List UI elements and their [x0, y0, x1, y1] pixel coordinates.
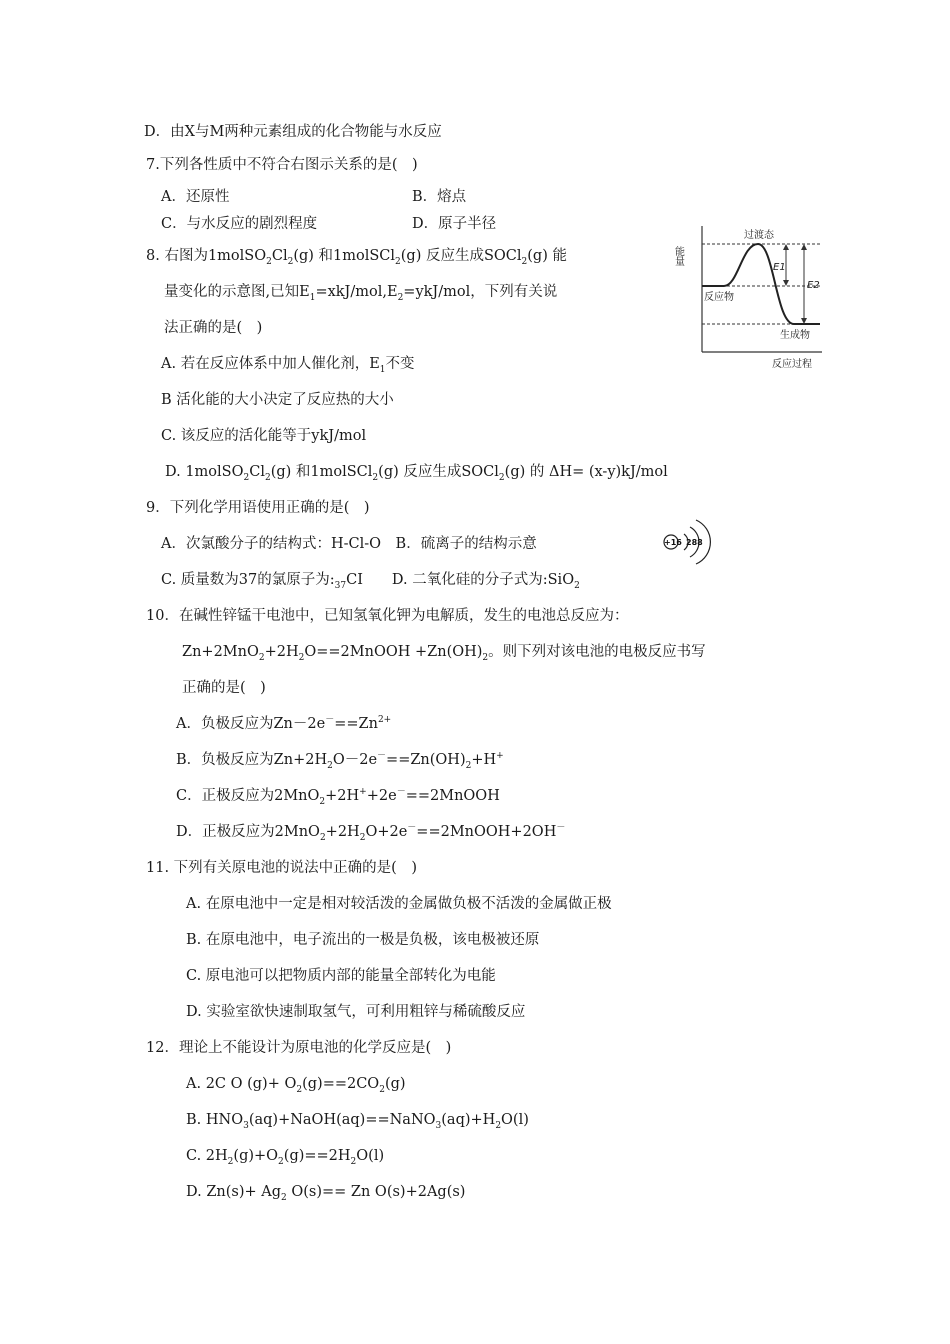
text-run: 正确的是( ): [182, 680, 266, 696]
text-run: (g) 能: [527, 248, 567, 264]
q10-stem-line1: [146, 606, 628, 626]
e1-arrow-head-bottom: [783, 280, 789, 286]
subscript: 2: [319, 796, 326, 807]
subscript: 2: [379, 1084, 385, 1095]
shell-electrons: 288: [686, 538, 703, 547]
nucleus-label: +16: [664, 538, 682, 547]
q12-option-a: [186, 1074, 406, 1094]
subscript: 2: [395, 256, 401, 267]
text-run: ==2MnOOH: [405, 788, 500, 804]
x-axis-label: 反应过程: [772, 359, 812, 370]
text-run: O－2e: [332, 752, 378, 768]
q8-option-c: [161, 426, 366, 446]
text-run: 8. 右图为1molSO: [146, 248, 267, 264]
subscript: 2: [298, 652, 305, 663]
q10-option-c: [176, 786, 500, 806]
text-run: O(l): [501, 1112, 529, 1128]
text-run: B．负极反应为Zn+2H: [176, 752, 328, 768]
e2-label: E2: [807, 280, 820, 291]
q10-option-b: [176, 750, 504, 770]
subscript: 2: [266, 256, 272, 267]
text-run: 11. 下列有关原电池的说法中正确的是( ): [146, 860, 417, 876]
text-run: 10．在碱性锌锰干电池中，已知氢氧化钾为电解质，发生的电池总反应为：: [146, 608, 629, 624]
q7-option-a: [161, 187, 229, 207]
subscript: 1: [379, 364, 386, 375]
q7-option-d: [412, 214, 496, 234]
text-run: (g) 和1molSCl: [293, 248, 396, 264]
subscript: 2: [350, 1156, 357, 1167]
text-run: A. 在原电池中一定是相对较活泼的金属做负极不活泼的金属做正极: [186, 896, 612, 912]
text-run: (aq)+H: [441, 1112, 496, 1128]
subscript: 2: [281, 1192, 287, 1203]
subscript: 2: [482, 652, 489, 663]
energy-curve: [702, 244, 820, 324]
subscript: 2: [319, 832, 326, 843]
superscript: －: [556, 823, 566, 834]
text-run: A．负极反应为Zn－2e: [176, 716, 326, 732]
subscript: 2: [372, 472, 379, 483]
q9-option-ab: [161, 534, 537, 554]
subscript: 2: [243, 472, 250, 483]
text-run: D．由X与M两种元素组成的化合物能与水反应: [144, 124, 442, 140]
subscript: 2: [258, 652, 265, 663]
q8-stem-line2: [164, 282, 557, 302]
text-run: (g)+O: [233, 1148, 279, 1164]
subscript: 37: [334, 580, 347, 591]
reactant-label: 反应物: [704, 292, 734, 303]
y-axis-label: 能量: [672, 246, 684, 266]
subscript: 2: [327, 760, 333, 771]
text-run: ==Zn(OH): [386, 752, 466, 768]
text-run: A．还原性: [161, 189, 230, 205]
text-run: Cl: [249, 464, 265, 480]
subscript: 2: [264, 472, 271, 483]
q12-stem: [146, 1038, 451, 1058]
text-run: 不变: [385, 356, 415, 372]
text-run: 法正确的是( ): [164, 320, 263, 336]
text-run: ==2MnOOH+2OH: [416, 824, 557, 840]
q8-stem-line1: [146, 246, 567, 266]
text-run: D. 实验室欲快速制取氢气，可利用粗锌与稀硫酸反应: [186, 1004, 526, 1020]
text-run: =ykJ/mol，下列有关说: [403, 284, 558, 300]
q11-stem: [146, 858, 417, 878]
subscript: 2: [397, 292, 404, 303]
text-run: D．正极反应为2MnO: [176, 824, 320, 840]
text-run: ==Zn: [334, 716, 378, 732]
text-run: (g) 反应生成SOCl: [378, 464, 499, 480]
subscript: 2: [498, 472, 505, 483]
text-run: +2H: [264, 644, 299, 660]
text-run: A．次氯酸分子的结构式：H-Cl-O B．硫离子的结构示意: [161, 536, 537, 552]
superscript: 2+: [377, 715, 392, 726]
subscript: 2: [278, 1156, 284, 1167]
q10-option-d: [176, 822, 565, 842]
text-run: C. 该反应的活化能等于ykJ/mol: [161, 428, 367, 444]
q10-option-a: [176, 714, 391, 734]
e1-label: E1: [773, 262, 786, 273]
text-run: (g)==2H: [283, 1148, 351, 1164]
text-run: C. 质量数为37的氯原子为:: [161, 572, 335, 588]
text-run: Zn+2MnO: [182, 644, 259, 660]
subscript: 3: [243, 1120, 249, 1131]
product-label: 生成物: [780, 330, 810, 341]
q8-option-b: [161, 390, 394, 410]
text-run: A. 2C O (g)+ O: [186, 1076, 297, 1092]
text-run: C．与水反应的剧烈程度: [161, 216, 318, 232]
subscript: 2: [227, 1156, 234, 1167]
superscript: －: [396, 787, 406, 798]
q10-stem-line3: [182, 678, 266, 698]
superscript: +: [496, 751, 504, 762]
text-run: (aq)+NaOH(aq)==NaNO: [248, 1112, 436, 1128]
text-run: B．熔点: [412, 189, 467, 205]
q8-option-a: [161, 354, 415, 374]
subscript: 2: [287, 256, 294, 267]
q8-stem-line3: [164, 318, 262, 338]
q12-option-c: [186, 1146, 384, 1166]
superscript: －: [377, 751, 387, 762]
text-run: (g)==2CO: [302, 1076, 380, 1092]
q11-option-a: [186, 894, 612, 914]
text-run: +2e: [366, 788, 397, 804]
q12-option-d: [186, 1182, 465, 1202]
text-run: CI D. 二氧化硅的分子式为:SiO: [346, 572, 575, 588]
text-run: C．正极反应为2MnO: [176, 788, 320, 804]
text-run: B. 在原电池中，电子流出的一极是负极，该电极被还原: [186, 932, 540, 948]
subscript: 1: [309, 292, 316, 303]
text-run: 量变化的示意图,已知E: [164, 284, 310, 300]
q6-option-d: [144, 122, 442, 142]
text-run: +H: [471, 752, 497, 768]
text-run: O+2e: [365, 824, 408, 840]
text-run: B. HNO: [186, 1112, 244, 1128]
transition-state-label: 过渡态: [744, 230, 774, 241]
text-run: D. 1molSO: [165, 464, 244, 480]
q10-stem-line2: [182, 642, 706, 662]
subscript: 2: [521, 256, 528, 267]
q11-option-d: [186, 1002, 525, 1022]
subscript: 2: [495, 1120, 502, 1131]
q7-option-c: [161, 214, 317, 234]
q7-stem: [146, 155, 418, 175]
subscript: 2: [359, 832, 366, 843]
text-run: Cl: [271, 248, 288, 264]
e1-arrow-head-top: [783, 244, 789, 250]
text-run: 9．下列化学用语使用正确的是( ): [146, 500, 370, 516]
text-run: 。则下列对该电池的电极反应书写: [488, 644, 706, 660]
text-run: D．原子半径: [412, 216, 497, 232]
q7-option-b: [412, 187, 466, 207]
text-run: +2H: [325, 824, 360, 840]
text-run: C. 2H: [186, 1148, 228, 1164]
subscript: 2: [465, 760, 472, 771]
superscript: －: [325, 715, 335, 726]
text-run: O(s)== Zn O(s)+2Ag(s): [286, 1184, 466, 1200]
superscript: －: [407, 823, 417, 834]
q12-option-b: [186, 1110, 529, 1130]
text-run: B 活化能的大小决定了反应热的大小: [161, 392, 394, 408]
text-run: C. 原电池可以把物质内部的能量全部转化为电能: [186, 968, 496, 984]
text-run: (g) 和1molSCl: [270, 464, 373, 480]
superscript: +: [359, 787, 367, 798]
text-run: =xkJ/mol,E: [315, 284, 398, 300]
q11-option-b: [186, 930, 539, 950]
subscript: 2: [296, 1084, 303, 1095]
text-run: (g): [384, 1076, 406, 1092]
text-run: +2H: [325, 788, 360, 804]
text-run: O==2MnOOH +Zn(OH): [304, 644, 483, 660]
q9-stem: [146, 498, 370, 518]
q9-option-cd: [161, 570, 580, 590]
text-run: 12．理论上不能设计为原电池的化学反应是( ): [146, 1040, 452, 1056]
text-run: A. 若在反应体系中加人催化剂，E: [161, 356, 380, 372]
text-run: (g) 的 ΔH= (x-y)kJ/mol: [504, 464, 668, 480]
subscript: 3: [435, 1120, 442, 1131]
e2-arrow-head-top: [801, 244, 807, 250]
text-run: D. Zn(s)+ Ag: [186, 1184, 282, 1200]
text-run: 7.下列各性质中不符合右图示关系的是( ): [146, 157, 418, 173]
text-run: (g) 反应生成SOCl: [400, 248, 522, 264]
q11-option-c: [186, 966, 496, 986]
sulfide-ion-structure-diagram: [660, 516, 710, 568]
text-run: O(l): [356, 1148, 385, 1164]
subscript: 2: [574, 580, 580, 591]
energy-profile-diagram: [672, 222, 826, 372]
q8-option-d: [165, 462, 668, 482]
